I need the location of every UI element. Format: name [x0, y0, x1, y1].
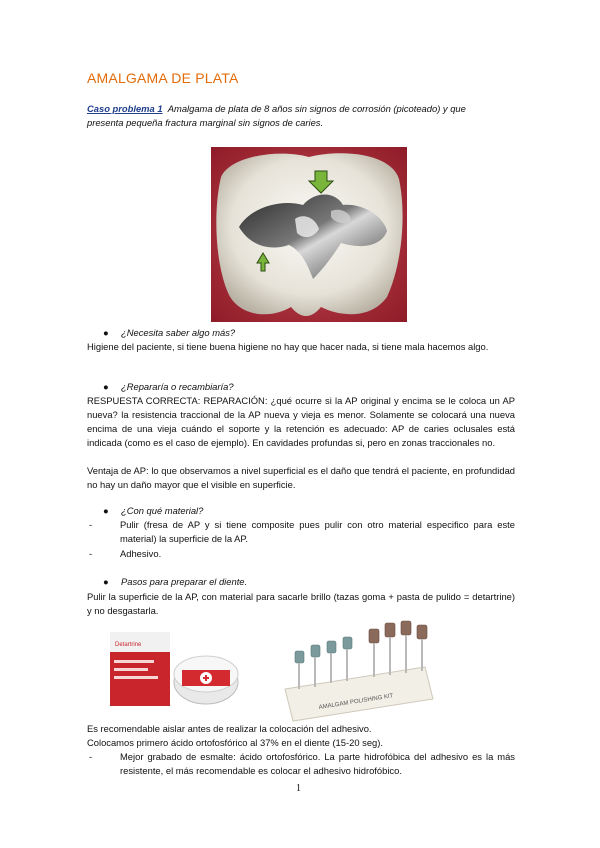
isolation-paragraph: Es recomendable aislar antes de realizar la colocación del adhesivo.: [87, 723, 372, 734]
page-title: AMALGAMA DE PLATA: [87, 70, 239, 86]
question-2-text: ¿Repararía o recambiaría?: [121, 381, 234, 392]
answer-4: Pulir la superficie de la AP, con material para sacarle brillo (tazas goma + pasta de pulido = detartrine) y no desgastarla.: [87, 591, 515, 616]
amalgam-tooth-photo: [211, 147, 407, 322]
case-label: Caso problema 1: [87, 103, 163, 114]
question-4-text: Pasos para preparar el diente.: [121, 576, 248, 587]
material-item-2: - Adhesivo.: [89, 548, 162, 559]
question-3-text: ¿Con qué material?: [121, 505, 204, 516]
answer-2: RESPUESTA CORRECTA: REPARACIÓN: ¿qué ocurre si la AP original y encima se le coloca un AP nueva? la resistencia traccional de la AP nueva y vieja es menor. Solamente se colocará una nueva encima de una vieja cuándo el soporte y la retención es adecuado: AP de caries oclusales está indicada (como es el caso de ejemplo). En cavidades profundas si, pero en zonas traccionales no.: [87, 395, 515, 448]
question-bullet-1: ● ¿Necesita saber algo más?: [103, 327, 236, 338]
kit-brand-label: Detartrine: [115, 642, 142, 648]
case-text-line1: Amalgama de plata de 8 años sin signos de corrosión (picoteado) y que: [167, 103, 466, 114]
page-number: 1: [296, 783, 301, 794]
answer-1: Higiene del paciente, si tiene buena higiene no hay que hacer nada, si tiene mala hacemos algo.: [87, 341, 489, 352]
detartrine-product-photo: [110, 622, 240, 710]
etching-paragraph: Colocamos primero ácido ortofosfórico al 37% en el diente (15-20 seg).: [87, 737, 383, 748]
material-item-1: - Pulir (fresa de AP y si tiene composite pues pulir con otro material especifico para este material) la superficie de la AP.: [89, 519, 515, 544]
question-bullet-4: ● Pasos para preparar el diente.: [103, 576, 248, 587]
question-bullet-2: ● ¿Repararía o recambiaría?: [103, 381, 234, 392]
case-text-line2: presenta pequeña fractura marginal sin signos de caries.: [87, 117, 324, 128]
case-paragraph: [87, 102, 515, 130]
etching-item: - Mejor grabado de esmalte: ácido ortofosfórico. La parte hidrofóbica del adhesivo es la más resistente, el más recomendable es colocar el adhesivo hidrofóbico.: [89, 751, 515, 776]
question-bullet-3: ● ¿Con qué material?: [103, 505, 204, 516]
polishing-kit-photo: [275, 617, 435, 722]
advantage-paragraph: Ventaja de AP: lo que observamos a nivel superficial es el daño que tendrá el paciente, en profundidad no hay un daño mayor que el visible en superficie.: [87, 465, 515, 490]
question-1-text: ¿Necesita saber algo más?: [121, 327, 236, 338]
kit-label: AMALGAM POLISHING KIT: [318, 693, 394, 711]
